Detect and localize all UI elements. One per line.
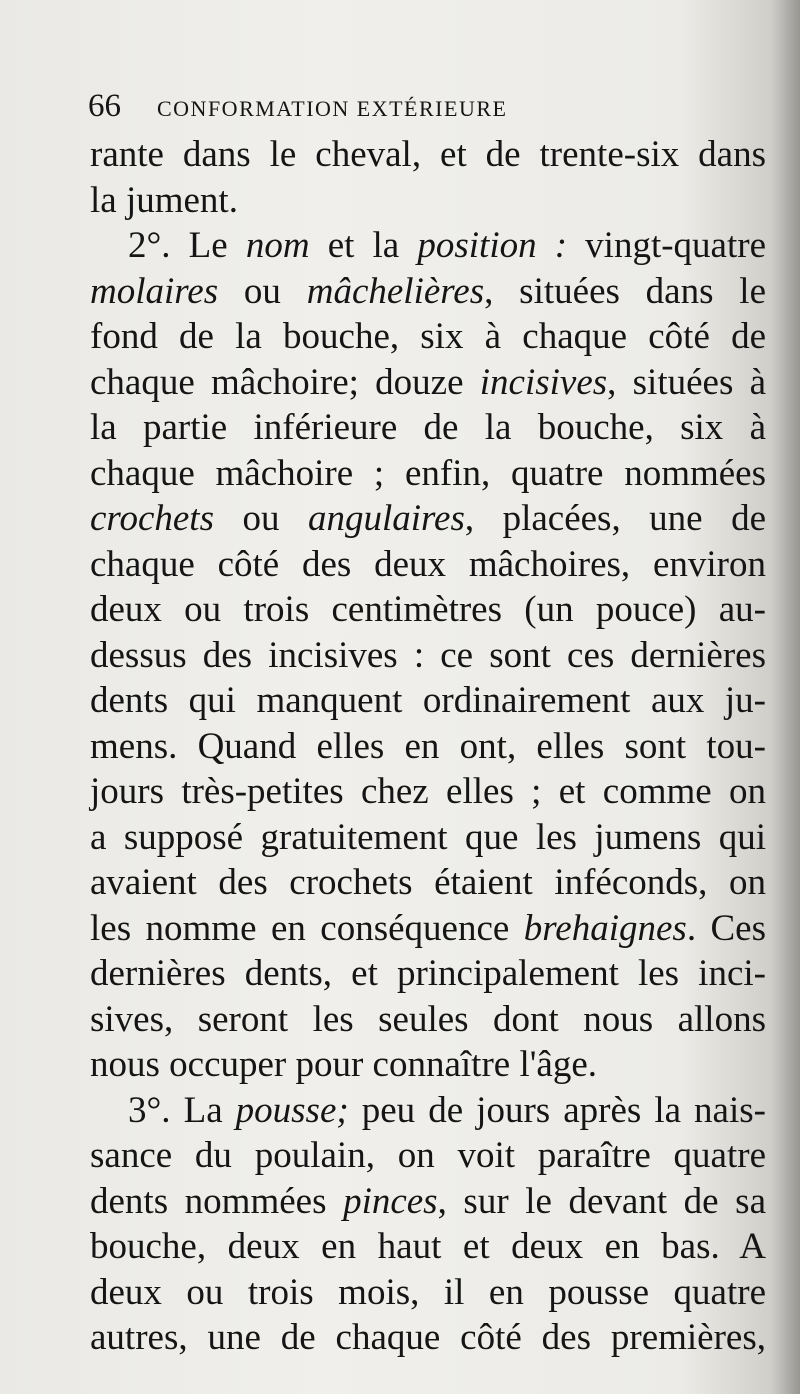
italic-text: nom (245, 225, 310, 266)
italic-text: molaires (90, 270, 219, 312)
text-line (90, 496, 766, 542)
text-line (90, 314, 766, 360)
text-run: rante dans le cheval, et de trente-six dans (90, 134, 766, 175)
text-run: chaque côté des deux mâchoires, environ (90, 543, 766, 585)
text-run: bouche, deux en haut et deux en bas. A (90, 1226, 766, 1267)
text-line (90, 633, 766, 679)
text-run: , placées, une de (464, 498, 766, 539)
text-run: vingt-quatre (567, 225, 767, 266)
text-run: dents nommées (90, 1180, 344, 1222)
text-line (90, 997, 766, 1043)
text-line (90, 178, 766, 224)
italic-text: incisives (479, 361, 608, 403)
body-text (90, 132, 766, 1361)
italic-text: pousse; (235, 1089, 349, 1131)
text-run: la partie inférieure de la bouche, six à (90, 407, 766, 448)
text-run: 3°. La (128, 1089, 236, 1131)
text-line (90, 405, 766, 451)
text-run: sives, seront les seules dont nous allons (90, 998, 766, 1040)
text-run: avaient des crochets étaient inféconds, on (90, 862, 766, 903)
text-run: a supposé gratuitement que les jumens qui (90, 816, 766, 858)
text-line (90, 451, 766, 497)
text-run: nous occuper pour connaître l'âge. (90, 1044, 597, 1085)
text-line (90, 724, 766, 770)
italic-text: pinces (343, 1180, 438, 1222)
text-line (90, 678, 766, 724)
text-run: , situées dans le (484, 270, 766, 312)
text-line (90, 906, 766, 952)
italic-text: brehaignes (523, 907, 687, 949)
text-run: la jument. (90, 179, 238, 221)
text-run: deux ou trois centimètres (un pouce) au- (90, 589, 766, 630)
text-run: chaque mâchoire; douze (90, 361, 480, 403)
text-run: jours très-petites chez elles ; et comme on (90, 771, 766, 812)
text-line (90, 860, 766, 906)
text-run: ou (218, 270, 307, 312)
text-run: deux ou trois mois, il en pousse quatre (90, 1271, 766, 1313)
page-number: 66 (88, 88, 121, 124)
text-run: chaque mâchoire ; enfin, quatre nommées (90, 452, 766, 494)
text-line (90, 1133, 766, 1179)
text-line (90, 1088, 766, 1134)
text-run: dessus des incisives : ce sont ces dernières (90, 634, 766, 676)
text-line (90, 1179, 766, 1225)
italic-text: mâchelières (306, 270, 485, 312)
text-run: , situées à (607, 361, 766, 403)
italic-text: position : (417, 225, 568, 266)
text-run: et la (309, 225, 418, 266)
text-line (90, 132, 766, 178)
text-line (90, 587, 766, 633)
text-line (90, 269, 766, 315)
text-line (90, 1042, 766, 1088)
text-line (90, 1224, 766, 1270)
text-run: . Ces (686, 907, 766, 949)
text-run: mens. Quand elles en ont, elles sont tou- (90, 725, 766, 767)
text-line (90, 815, 766, 861)
page-gutter-shadow (770, 0, 800, 1394)
text-run: sance du poulain, on voit paraître quatre (90, 1135, 766, 1176)
italic-text: crochets (90, 498, 214, 539)
page-header (88, 88, 768, 128)
text-line (90, 1270, 766, 1316)
text-run: les nomme en conséquence (90, 907, 524, 949)
text-run: 2°. Le (128, 225, 246, 266)
text-line (90, 951, 766, 997)
text-line (90, 360, 766, 406)
text-line (90, 769, 766, 815)
text-run: dernières dents, et principalement les inci- (90, 953, 766, 994)
text-line (90, 223, 766, 269)
italic-text: angulaires (307, 498, 465, 539)
text-run: ou (213, 498, 308, 539)
text-run: peu de jours après la nais- (348, 1089, 766, 1131)
text-run: fond de la bouche, six à chaque côté de (90, 316, 766, 357)
text-line (90, 1315, 766, 1361)
text-run: , sur le devant de sa (437, 1180, 767, 1222)
running-title: CONFORMATION EXTÉRIEURE (157, 96, 508, 121)
text-line (90, 542, 766, 588)
text-run: dents qui manquent ordinairement aux ju- (90, 680, 766, 721)
text-run: autres, une de chaque côté des premières, (90, 1317, 766, 1358)
